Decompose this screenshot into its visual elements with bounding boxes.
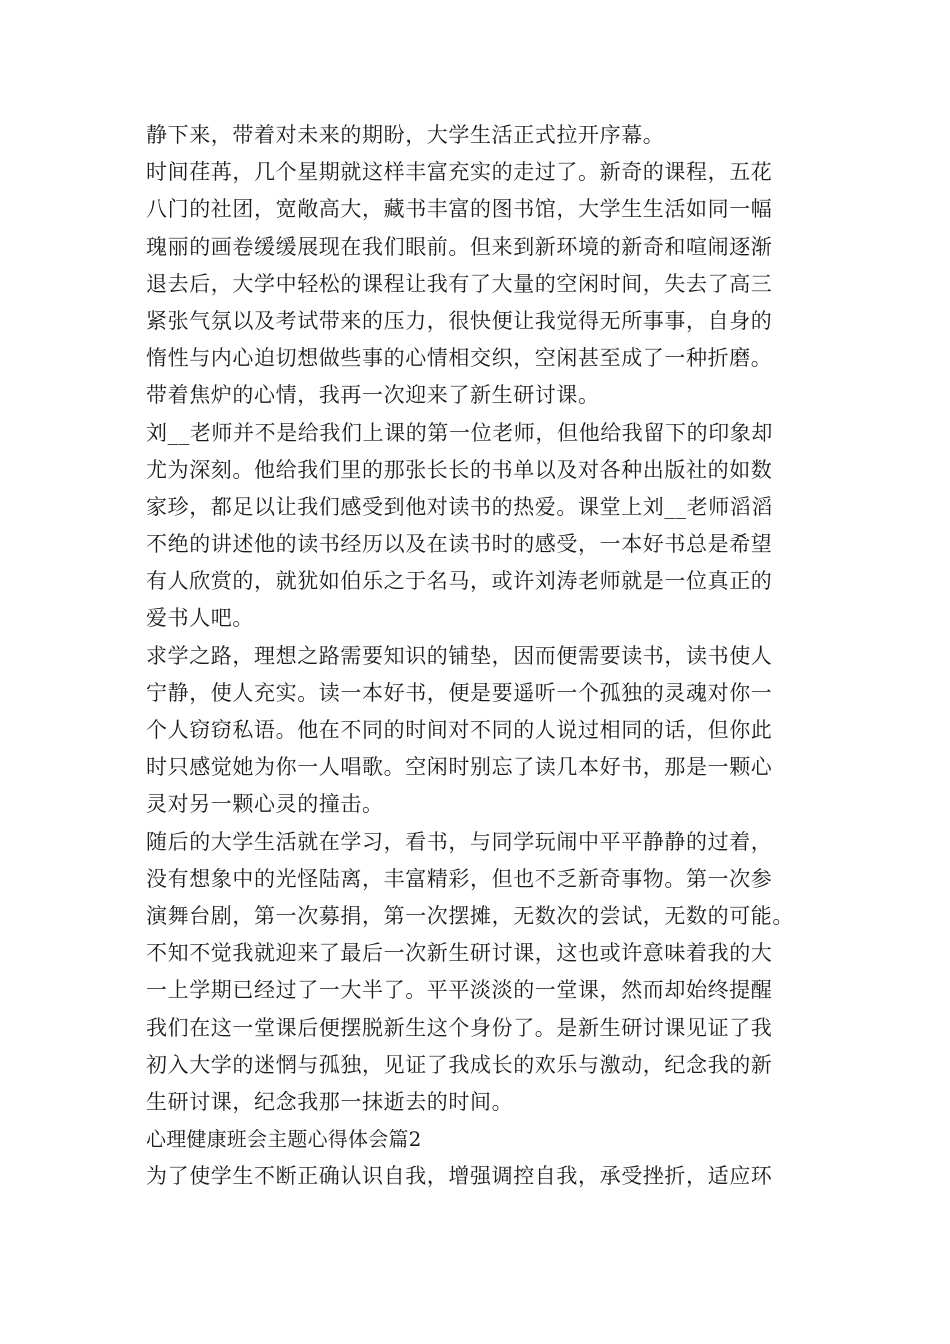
- text-line: 我们在这一堂课后便摆脱新生这个身份了。是新生研讨课见证了我: [146, 1015, 773, 1040]
- text-line: 为了使学生不断正确认识自我，增强调控自我，承受挫折，适应环: [146, 1164, 773, 1189]
- document-body: [146, 117, 810, 1195]
- text-line: 紧张气氛以及考试带来的压力，很快便让我觉得无所事事，自身的: [146, 308, 773, 333]
- text-line: 时只感觉她为你一人唱歌。空闲时别忘了读几本好书，那是一颗心: [146, 755, 773, 780]
- text-line: 演舞台剧，第一次募捐，第一次摆摊，无数次的尝试，无数的可能。: [146, 903, 794, 928]
- text-line: 初入大学的迷惘与孤独，见证了我成长的欢乐与激动，纪念我的新: [146, 1052, 773, 1077]
- text-line: 不知不觉我就迎来了最后一次新生研讨课，这也或许意味着我的大: [146, 941, 773, 966]
- text-line: 退去后，大学中轻松的课程让我有了大量的空闲时间，失去了高三: [146, 271, 773, 296]
- text-line: 灵对另一颗心灵的撞击。: [146, 792, 384, 817]
- text-line: 静下来，带着对未来的期盼，大学生活正式拉开序幕。: [146, 123, 665, 147]
- text-line: 生研讨课，纪念我那一抹逝去的时间。: [146, 1089, 514, 1114]
- text-line: 宁静，使人充实。读一本好书，便是要遥听一个孤独的灵魂对你一: [146, 680, 773, 705]
- text-line: 带着焦炉的心情，我再一次迎来了新生研讨课。: [146, 383, 600, 408]
- text-line: 随后的大学生活就在学习，看书，与同学玩闹中平平静静的过着，: [146, 829, 773, 854]
- text-line: 八门的社团，宽敞高大，藏书丰富的图书馆，大学生生活如同一幅: [146, 197, 773, 222]
- text-line: 家珍，都足以让我们感受到他对读书的热爱。课堂上刘__老师滔滔: [146, 494, 773, 519]
- text-line: 有人欣赏的，就犹如伯乐之于名马，或许刘涛老师就是一位真正的: [146, 569, 773, 594]
- text-line: 刘__老师并不是给我们上课的第一位老师，但他给我留下的印象却: [146, 420, 773, 445]
- text-line: 没有想象中的光怪陆离，丰富精彩，但也不乏新奇事物。第一次参: [146, 866, 773, 891]
- text-line: 爱书人吧。: [146, 606, 254, 631]
- text-line: 一上学期已经过了一大半了。平平淡淡的一堂课，然而却始终提醒: [146, 978, 773, 1003]
- text-line: 尤为深刻。他给我们里的那张长长的书单以及对各种出版社的如数: [146, 457, 773, 482]
- text-line: 个人窃窃私语。他在不同的时间对不同的人说过相同的话，但你此: [146, 718, 773, 742]
- text-line: 时间荏苒，几个星期就这样丰富充实的走过了。新奇的课程，五花: [146, 160, 773, 185]
- text-line: 瑰丽的画卷缓缓展现在我们眼前。但来到新环境的新奇和喧闹逐渐: [146, 234, 773, 259]
- text-line: 惰性与内心迫切想做些事的心情相交织，空闲甚至成了一种折磨。: [146, 346, 773, 371]
- text-line: 求学之路，理想之路需要知识的铺垫，因而便需要读书，读书使人: [146, 643, 773, 668]
- section-heading: 心理健康班会主题心得体会篇2: [146, 1127, 422, 1152]
- text-line: 不绝的讲述他的读书经历以及在读书时的感受，一本好书总是希望: [146, 532, 773, 557]
